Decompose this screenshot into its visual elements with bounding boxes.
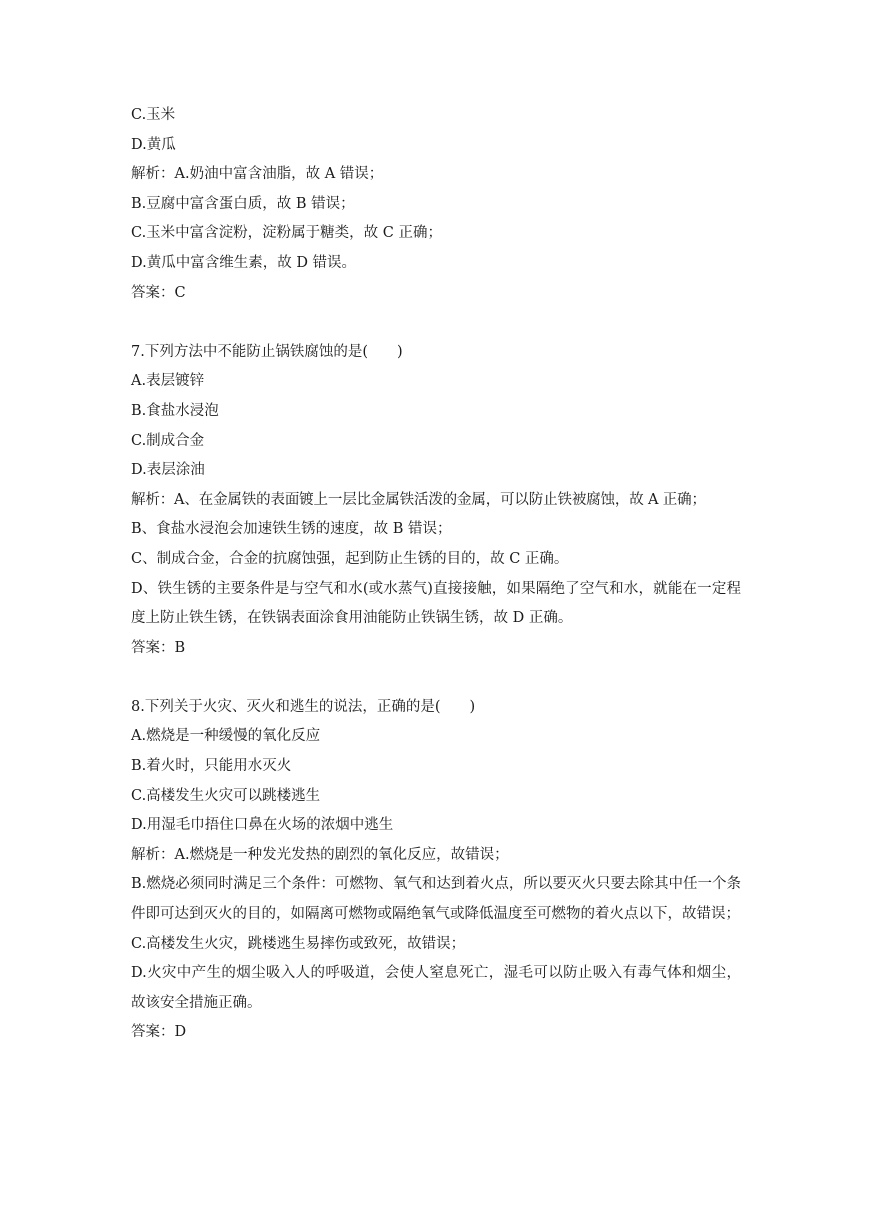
analysis-line: D.黄瓜中富含维生素，故 D 错误。 [131, 254, 357, 271]
analysis-paragraph: D、铁生锈的主要条件是与空气和水(或水蒸气)直接接触，如果隔绝了空气和水，就能在一定程度上防止铁生锈，在铁锅表面涂食用油能防止铁锅生锈，故 D 正确。 [131, 580, 741, 627]
option-b: B.食盐水浸泡 [131, 402, 219, 419]
option-c: C.玉米 [131, 107, 176, 123]
analysis-line: C.玉米中富含淀粉，淀粉属于糖类，故 C 正确； [131, 225, 442, 242]
option-c: C.制成合金 [131, 432, 205, 449]
option-c: C.高楼发生火灾可以跳楼逃生 [131, 787, 321, 804]
analysis-line: B.豆腐中富含蛋白质，故 B 错误； [131, 195, 355, 212]
question-8 [131, 693, 741, 1048]
option-b: B.着火时，只能用水灭火 [131, 758, 292, 775]
option-d: D.表层涂油 [131, 462, 205, 479]
answer-line: 答案：C [131, 284, 186, 301]
question-stem: 8.下列关于火灾、灭火和逃生的说法，正确的是( ) [131, 698, 476, 715]
spacer [131, 308, 741, 338]
analysis-paragraph: D.火灾中产生的烟尘吸入人的呼吸道，会使人窒息死亡，湿毛可以防止吸入有毒气体和烟尘，故该安全措施正确。 [131, 965, 741, 1011]
analysis-line: 解析：A、在金属铁的表面镀上一层比金属铁活泼的金属，可以防止铁被腐蚀，故 A 正确； [131, 491, 706, 508]
analysis-line: C.高楼发生火灾，跳楼逃生易摔伤或致死，故错误； [131, 935, 466, 952]
analysis-paragraph: B.燃烧必须同时满足三个条件：可燃物、氧气和达到着火点，所以要灭火只要去除其中任一个条件即可达到灭火的目的，如隔离可燃物或隔绝氧气或降低温度至可燃物的着火点以下，故错误； [131, 876, 741, 923]
question-stem: 7.下列方法中不能防止锅铁腐蚀的是( ) [131, 343, 403, 360]
analysis-line: 解析：A.奶油中富含油脂，故 A 错误； [131, 166, 384, 183]
question-6-tail [131, 101, 741, 308]
analysis-line: 解析：A.燃烧是一种发光发热的剧烈的氧化反应，故错误； [131, 846, 509, 863]
option-a: A.表层镀锌 [131, 373, 205, 390]
analysis-line: B、食盐水浸泡会加速铁生锈的速度，故 B 错误； [131, 521, 452, 538]
analysis-line: C、制成合金，合金的抗腐蚀强，起到防止生锈的目的，故 C 正确。 [131, 550, 569, 567]
spacer [131, 663, 741, 693]
answer-line: 答案：B [131, 639, 186, 656]
answer-line: 答案：D [131, 1024, 187, 1041]
page-content [131, 101, 741, 1048]
option-d: D.用湿毛巾捂住口鼻在火场的浓烟中逃生 [131, 817, 394, 834]
option-d: D.黄瓜 [131, 136, 176, 153]
question-7 [131, 338, 741, 664]
option-a: A.燃烧是一种缓慢的氧化反应 [131, 728, 321, 745]
